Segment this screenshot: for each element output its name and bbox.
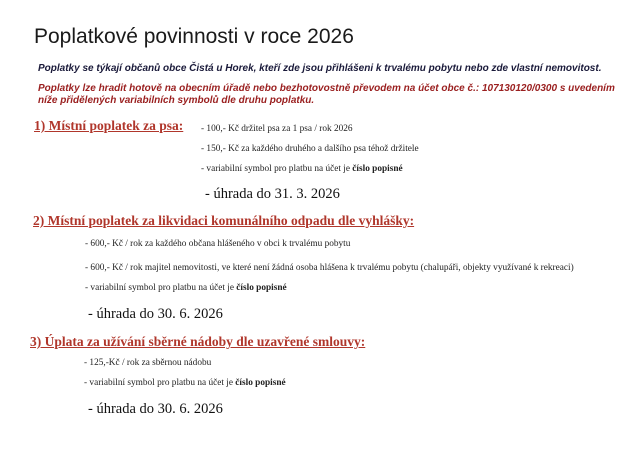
section-2-item-1: - 600,- Kč / rok za každého občana hlášeného v obci k trvalému pobytu [85,239,351,249]
page-title: Poplatkové povinnosti v roce 2026 [34,25,354,48]
intro-line-3: níže přidělených variabilních symbolů dle druhu poplatku. [38,95,315,106]
section-1-item-1: - 100,- Kč držitel psa za 1 psa / rok 2026 [201,124,353,134]
section-1-due-date: - úhrada do 31. 3. 2026 [205,186,340,202]
section-2-item-2: - 600,- Kč / rok majitel nemovitosti, ve které není žádná osoba hlášena k trvalému pobytu (chalupáři, objekty využívané k rekreaci) [85,263,574,273]
section-3-item-1: - 125,-Kč / rok za sběrnou nádobu [84,358,212,368]
section-3-variable-symbol: - variabilní symbol pro platbu na účet je číslo popisné [84,378,286,388]
section-1-variable-symbol: - variabilní symbol pro platbu na účet je číslo popisné [201,164,403,174]
section-1-item-2: - 150,- Kč za každého druhého a dalšího psa téhož držitele [201,144,419,154]
section-2-heading: 2) Místní poplatek za likvidaci komunálního odpadu dle vyhlášky: [33,213,415,228]
intro-line-1: Poplatky se týkají občanů obce Čistá u Horek, kteří zde jsou přihlášeni k trvalému pobytu nebo zde vlastní nemovitost. [38,63,602,74]
intro-line-2: Poplatky lze hradit hotově na obecním úřadě nebo bezhotovostně převodem na účet obce č.: 107130120/0300 s uvedením [38,83,615,94]
section-3-heading: 3) Úplata za užívání sběrné nádoby dle uzavřené smlouvy: [30,334,366,349]
section-2-variable-symbol: - variabilní symbol pro platbu na účet je číslo popisné [85,283,287,293]
section-2-due-date: - úhrada do 30. 6. 2026 [88,306,223,322]
section-1-heading: 1) Místní poplatek za psa: [34,118,184,133]
section-3-due-date: - úhrada do 30. 6. 2026 [88,401,223,417]
